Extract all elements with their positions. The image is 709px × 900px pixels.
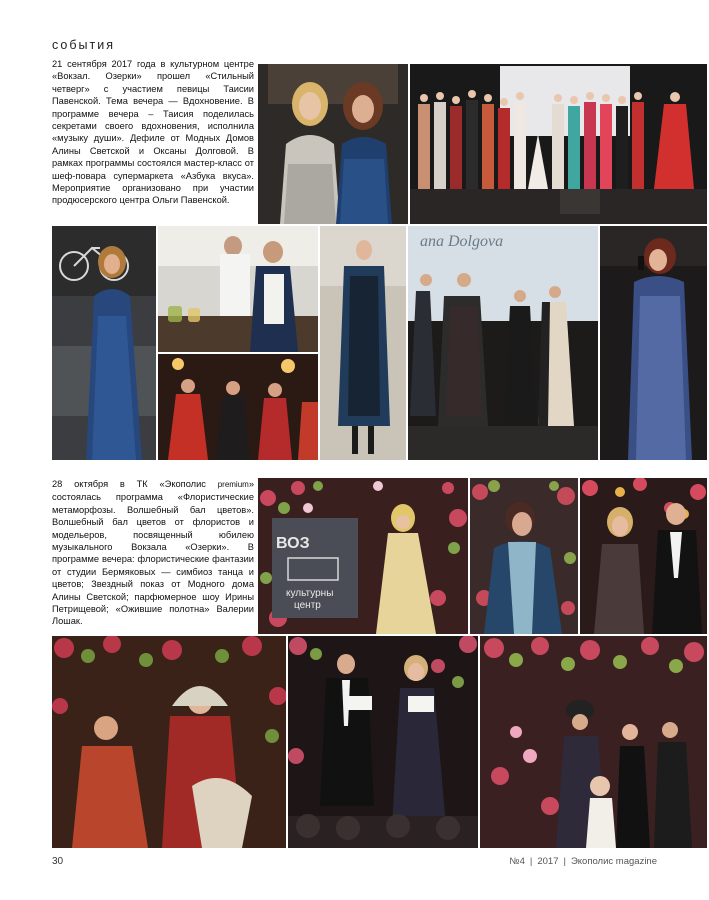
photo-singer-blue-gown [52,226,156,460]
photo-woman-scarf [470,478,578,634]
footer-issue-info: №4 | 2017 | Экополис magazine [509,856,657,867]
photo-stage-models [410,64,707,224]
photo-singer-microphone [600,226,707,460]
photo-hosts-couple [580,478,707,634]
section-title: события [52,38,115,52]
footer-year: 2017 [537,856,559,867]
article-2-text: 28 октября в ТК «Экополис premium» состоялась программа «Флористические метаморфозы. Волшебный бал цветов». Волшебный бал цветов от флористов и модельеров, посвященный юбилею музыкального Вокзала «Озерки». В программе вечера: флористические фантазии от студии Бермяковых — симбиоз танца и цветов; Звездный показ от Модного дома Алины Светской; парфюмерное шоу Ирины Петрищевой; «Ожившие полотна» Валерии Лошак. [52,479,254,627]
svg-text:центр: центр [294,600,321,611]
photo-model-dark-coat [320,226,406,460]
photo-floral-crowd [480,636,707,848]
sign-word-top: ВОЗ [276,535,310,552]
article-1-text: 21 сентября 2017 года в культурном центре «Вокзал. Озерки» прошел «Стильный четверг» с участием певицы Таисии Павенской. Тема вечера — Вдохновение. В программе вечера – Таисия поделилась секретами своего вдохновения, исполнила «музыку души». Дефиле от Модных Домов Алины Светской и Оксаны Долговой. В рамках программы состоялся мастер-класс от шеф-повара супермаркета «Азбука вкуса». Мероприятие организовано при участии продюсерского центра Ольги Павенской. [52,59,254,206]
photo-models-red-dresses [158,354,318,460]
svg-text:культурны: культурны [286,588,334,599]
photo-costumed-performers [52,636,286,848]
photo-singer-duo [258,64,408,224]
photo-flower-sign [258,478,468,634]
photo-chef-masterclass [158,226,318,352]
screen-text: ana Dolgova [420,233,504,250]
photo-presenters-stage [288,636,478,848]
photo-runway-screen [408,226,598,460]
footer-issue: №4 [509,856,525,867]
page-number: 30 [52,856,64,867]
footer-magazine: Экополис magazine [570,856,657,867]
